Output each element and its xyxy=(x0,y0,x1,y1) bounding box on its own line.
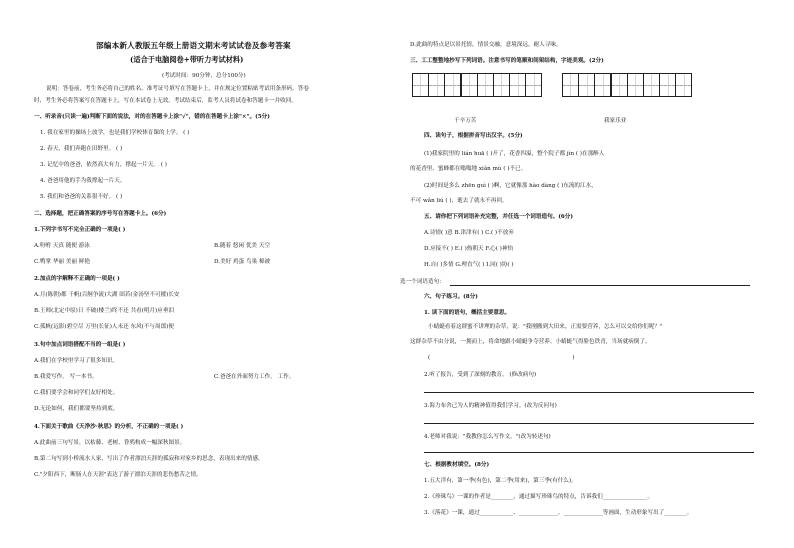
exam-info: (考试时间：90分钟，总分100分) xyxy=(162,73,246,79)
section-1-heading: 一、听录音(只读一遍)判断下面的说法，对的在答题卡上涂"√"，错的在答题卡上涂"×"。(5分) xyxy=(34,114,270,120)
s5-row: H.自( )多情 G.理直气( ) I.同( )协( ) xyxy=(424,262,514,268)
s5-row: A.诗情( )意 B.津津有( ) C.( )不放弃 xyxy=(424,230,514,236)
answer-paren[interactable]: ( ) xyxy=(428,355,575,361)
exam-title: 部编本新人教版五年级上册语文期末考试试卷及参考答案 xyxy=(96,41,291,50)
s4-line: (2)时间是多么 zhēn guì ( )啊，它就像那 hào dàng ( )东流的江水， xyxy=(424,183,597,189)
q4-option-d: D.此曲的特点是以景托情，情景交融，意境深远，耐人寻味。 xyxy=(410,42,562,48)
s6-q4: 4.老师对我说："我教你怎么写作文。"(改为转述句) xyxy=(424,434,551,440)
s1-item: 1. 我在家里的操场上放学，也是我们学校体育课的上学。 ( ) xyxy=(40,130,190,136)
q3-option: C.爸爸在外面努力工作。 工作。 xyxy=(214,374,295,380)
q1-heading: 1.下列字书写不完全正确的一项是( ) xyxy=(34,227,126,233)
q2-heading: 2.加点的字解释不正确的一项是( ) xyxy=(34,276,120,282)
s4-line: 的花香里，蜜蜂都在嗡嗡地 xiǎn mù ( )不已。 xyxy=(410,166,527,172)
q1-option: B.随着 悠闲 优美 天空 xyxy=(214,243,270,249)
s6-paragraph: 小蜻蜓看着这群蜜不讲理的杂草，说："我刚搬到大田来，正需要营养，怎么可以交给你们呢？" xyxy=(428,324,663,330)
section-4-heading: 四、读句子，根据拼音写出汉字。(5分) xyxy=(424,133,523,139)
s6-paragraph: 这群杂草不由分说，一拥而上，将命地跟小蜻蜓争夺营养。小蜻蜓气得脸色铁青，当场就病倒了。 xyxy=(410,339,651,345)
s1-item: 2. 春天，我们奔跑在田野里。 ( ) xyxy=(40,146,123,152)
right-page xyxy=(400,0,765,548)
section-2-heading: 二、选择题，把正确答案的序号写在答题卡上。(6分) xyxy=(34,211,167,217)
s5-row: D.应接不( ) E.( )热朝天 F.心( )神怡 xyxy=(424,246,514,252)
q4-heading: 4.下面关于歌曲《天净沙·秋思》的分析，不正确的一项是( ) xyxy=(34,424,184,430)
grid-label: 千辛万苦 xyxy=(454,118,477,124)
grid-label: 我家乐业 xyxy=(604,118,627,124)
left-page xyxy=(34,0,386,548)
s1-item: 5. 我们和爸爸的关系很不好。 ( ) xyxy=(40,194,123,200)
s6-q1: 1. 读下面的语句，概括主要意思。 xyxy=(424,310,511,316)
section-5-heading: 五、请你把下列词语补充完整，并任选一个词语造句。(6分) xyxy=(424,214,574,220)
q1-option: C.鸭掌 华丽 美丽 鲜艳 xyxy=(34,259,90,265)
s6-q2: 2.听了报告，受到了深刻的教育。 (修改病句) xyxy=(424,372,537,378)
q3-option: C.我们要学会和同学们友好相处。 xyxy=(34,390,119,396)
s4-line: 不可 wǎn liú ( )，逝去了就永不再回。 xyxy=(410,198,508,204)
section-6-heading: 六、句子练习。(8分) xyxy=(424,294,478,300)
section-3-heading: 三、工工整整地抄写下列词语。注意书写的笔顺和间架结构，字迹美观。(2分) xyxy=(410,58,604,64)
q3-option: B.我爱写作。 写一本书。 xyxy=(34,374,98,380)
s4-line: (1)我家院里的 lián huā ( )开了，花香四溢，整个院子都 jìn ( )在那醉人 xyxy=(424,151,605,157)
answer-line[interactable] xyxy=(450,285,750,286)
q3-heading: 3.句中加点词语搭配不当的一组是( ) xyxy=(34,342,126,348)
section-7-heading: 七、根据教材填空。(8分) xyxy=(424,462,490,468)
s1-item: 3. 记忆中的爸爸，依然高大有力，撑起一片天。 ( ) xyxy=(40,162,167,168)
q1-option: A.吩咐 天真 随便 游泳 xyxy=(34,243,90,249)
answer-line[interactable] xyxy=(424,423,754,424)
s6-q3: 3.海力布舍己为人的精神值得我们学习。(改为反问句) xyxy=(424,403,557,409)
writing-grid-2[interactable] xyxy=(562,73,692,97)
q3-option: D.无论如何，我们都要坚持到底。 xyxy=(34,406,119,412)
s7-line: 1.五大洋有，第一季(有色)，第二季(用来)，第三季(有什么)。 xyxy=(424,478,577,484)
q1-option: D.美好 鸡蛋 鸟巢 棉被 xyxy=(214,259,271,265)
q4-option: B.第二句写到小桥流水人家，写出了作者漂泊天涯的孤寂和对家乡的思念，表现出来的情感。 xyxy=(34,456,264,462)
writing-grid-1[interactable] xyxy=(412,73,542,97)
s7-line: 3.《落花》一课，通过____________、______________，______________等画面，生动形象写出了________。 xyxy=(424,510,693,516)
q4-option: C."夕阳西下，断肠人在天涯"表达了游子漂泊天涯的悲伤愁苦之情。 xyxy=(34,472,202,478)
q2-option: A.月(陈朝)都 千帆(百舸争流)大湖 固若(金汤坚不可摧)长安 xyxy=(34,292,180,298)
q2-option: B.王师(北定中原)日 不破(楼兰)终不还 共看(明月)应垂泪 xyxy=(34,308,175,314)
s1-item: 4. 爸爸用他的手为我撑起一片天。 xyxy=(40,178,126,184)
instructions-line-1: 说明：答卷前，考生务必将自己的姓名、准考证号填写在答题卡上，并在规定位置粘贴考试用条形码。答卷 xyxy=(46,86,309,92)
exam-subtitle: (适合于电脑阅卷+带听力考试材料) xyxy=(130,55,244,64)
answer-line[interactable] xyxy=(424,452,754,453)
s7-line: 2.《珍珠鸟》一课的作者是________，通过描写珍珠鸟的特点，告诉我们________________。 xyxy=(424,494,654,500)
instructions-line-2: 时，考生务必将答案写在答题卡上，写在本试卷上无效。考试结束后，监考人员将试卷和答题卡一并收回。 xyxy=(34,98,297,104)
s5-choose-label: 选一个词语造句： xyxy=(400,279,445,285)
q4-option: A.此曲前三句写景，以枯藤、老树、昏鸦构成一幅深秋图景。 xyxy=(34,440,186,446)
answer-line[interactable] xyxy=(424,392,754,393)
q3-option: A.我们在学校里学习了很多知识。 xyxy=(34,358,119,364)
q2-option: C.孤帆(远影)碧空尽 万里(长征)人未还 东风(不与周郎)便 xyxy=(34,324,174,330)
